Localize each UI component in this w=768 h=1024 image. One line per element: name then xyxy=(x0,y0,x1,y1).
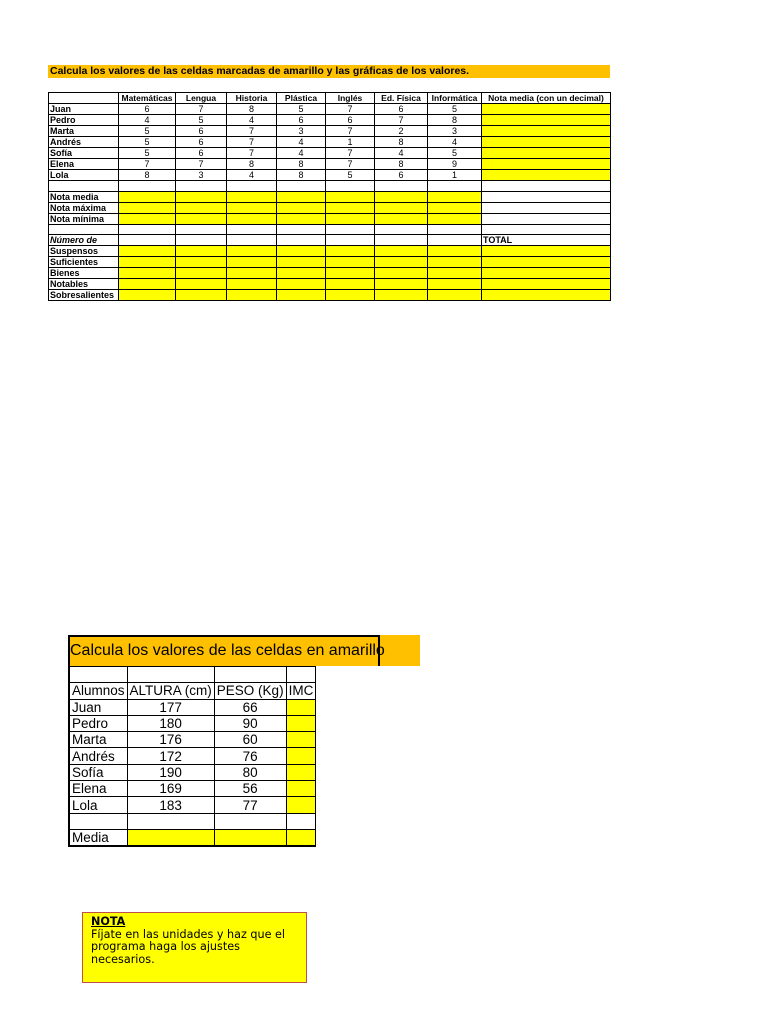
empty-cell xyxy=(127,813,214,829)
imc-table xyxy=(68,666,316,847)
stats-input-cell[interactable] xyxy=(227,213,277,224)
count-input-cell[interactable] xyxy=(119,257,176,268)
grade-cell: 8 xyxy=(375,137,428,148)
subject-header: Historia xyxy=(227,93,277,104)
student-name: Sofía xyxy=(69,764,127,780)
grade-cell: 6 xyxy=(277,115,326,126)
grade-cell: 4 xyxy=(375,148,428,159)
count-input-cell[interactable] xyxy=(277,279,326,290)
stats-label: Nota mínima xyxy=(49,213,119,224)
grade-cell: 4 xyxy=(277,137,326,148)
empty-cell xyxy=(227,181,277,192)
count-input-cell[interactable] xyxy=(375,290,428,301)
subject-header: Ed. Física xyxy=(375,93,428,104)
student-name: Marta xyxy=(49,126,119,137)
grade-cell: 7 xyxy=(119,159,176,170)
height-cell: 169 xyxy=(127,781,214,797)
count-input-cell[interactable] xyxy=(482,268,611,279)
grade-cell: 9 xyxy=(428,159,482,170)
student-name: Elena xyxy=(69,781,127,797)
student-row xyxy=(69,748,316,764)
student-row xyxy=(49,115,611,126)
average-input-cell[interactable] xyxy=(482,170,611,181)
grade-cell: 8 xyxy=(227,104,277,115)
grade-cell: 3 xyxy=(176,170,227,181)
count-input-cell[interactable] xyxy=(119,290,176,301)
subject-header: Plástica xyxy=(277,93,326,104)
count-input-cell[interactable] xyxy=(277,268,326,279)
empty-cell xyxy=(277,235,326,246)
grade-cell: 6 xyxy=(119,104,176,115)
grade-cell: 7 xyxy=(227,126,277,137)
column-header: PESO (Kg) xyxy=(214,683,286,699)
count-row-label: Bienes xyxy=(49,268,119,279)
column-header: ALTURA (cm) xyxy=(127,683,214,699)
empty-cell xyxy=(482,191,611,202)
student-row xyxy=(69,732,316,748)
average-input-cell[interactable] xyxy=(482,104,611,115)
grade-cell: 6 xyxy=(326,115,375,126)
empty-cell xyxy=(227,235,277,246)
empty-row xyxy=(49,224,611,235)
empty-cell xyxy=(176,181,227,192)
student-row xyxy=(69,715,316,731)
average-input-cell[interactable] xyxy=(127,829,214,846)
count-input-cell[interactable] xyxy=(428,246,482,257)
empty-cell xyxy=(326,235,375,246)
count-row xyxy=(49,279,611,290)
empty-row xyxy=(69,667,316,683)
empty-row xyxy=(69,813,316,829)
grades-title: Calcula los valores de las celdas marcadas de amarillo y las gráficas de los valores. xyxy=(48,65,610,78)
imc-input-cell[interactable] xyxy=(286,732,316,748)
average-input-cell[interactable] xyxy=(482,137,611,148)
count-input-cell[interactable] xyxy=(326,279,375,290)
count-input-cell[interactable] xyxy=(227,257,277,268)
empty-cell xyxy=(176,224,227,235)
stats-input-cell[interactable] xyxy=(119,191,176,202)
count-input-cell[interactable] xyxy=(428,290,482,301)
imc-input-cell[interactable] xyxy=(286,764,316,780)
weight-cell: 90 xyxy=(214,715,286,731)
stats-row xyxy=(49,191,611,202)
empty-cell xyxy=(214,667,286,683)
stats-input-cell[interactable] xyxy=(176,213,227,224)
imc-input-cell[interactable] xyxy=(286,699,316,715)
stats-input-cell[interactable] xyxy=(227,202,277,213)
grade-cell: 5 xyxy=(119,148,176,159)
count-input-cell[interactable] xyxy=(277,246,326,257)
stats-row xyxy=(49,213,611,224)
stats-row xyxy=(49,202,611,213)
student-name: Sofía xyxy=(49,148,119,159)
student-row xyxy=(69,781,316,797)
grade-cell: 5 xyxy=(119,126,176,137)
grade-cell: 8 xyxy=(375,159,428,170)
count-input-cell[interactable] xyxy=(176,257,227,268)
student-name: Lola xyxy=(49,170,119,181)
weight-cell: 66 xyxy=(214,699,286,715)
empty-cell xyxy=(119,224,176,235)
height-cell: 176 xyxy=(127,732,214,748)
height-cell: 177 xyxy=(127,699,214,715)
subject-header: Matemáticas xyxy=(119,93,176,104)
student-name: Pedro xyxy=(49,115,119,126)
average-input-cell[interactable] xyxy=(214,829,286,846)
grade-cell: 7 xyxy=(326,148,375,159)
height-cell: 190 xyxy=(127,764,214,780)
count-input-cell[interactable] xyxy=(326,290,375,301)
count-input-cell[interactable] xyxy=(227,246,277,257)
empty-cell xyxy=(69,667,127,683)
weight-cell: 80 xyxy=(214,764,286,780)
empty-cell xyxy=(176,235,227,246)
count-input-cell[interactable] xyxy=(277,257,326,268)
grade-cell: 7 xyxy=(326,104,375,115)
average-row xyxy=(69,829,316,846)
count-input-cell[interactable] xyxy=(176,279,227,290)
grade-cell: 5 xyxy=(119,137,176,148)
empty-cell xyxy=(326,181,375,192)
empty-cell xyxy=(49,224,119,235)
grade-cell: 7 xyxy=(375,115,428,126)
grade-cell: 5 xyxy=(277,104,326,115)
count-input-cell[interactable] xyxy=(326,268,375,279)
student-row xyxy=(49,126,611,137)
student-name: Juan xyxy=(69,699,127,715)
stats-input-cell[interactable] xyxy=(375,191,428,202)
count-input-cell[interactable] xyxy=(375,268,428,279)
count-row-label: Suspensos xyxy=(49,246,119,257)
student-row xyxy=(49,137,611,148)
student-row xyxy=(49,148,611,159)
column-header: Alumnos xyxy=(69,683,127,699)
empty-cell xyxy=(482,213,611,224)
grade-cell: 6 xyxy=(375,104,428,115)
empty-cell xyxy=(286,667,316,683)
imc-title: Calcula los valores de las celdas en amarillo xyxy=(68,635,420,666)
student-row xyxy=(49,104,611,115)
count-input-cell[interactable] xyxy=(277,290,326,301)
empty-cell xyxy=(214,813,286,829)
subject-header: Lengua xyxy=(176,93,227,104)
total-label: TOTAL xyxy=(482,235,611,246)
student-row xyxy=(49,159,611,170)
stats-input-cell[interactable] xyxy=(176,191,227,202)
stats-input-cell[interactable] xyxy=(428,213,482,224)
student-name: Juan xyxy=(49,104,119,115)
count-row xyxy=(49,246,611,257)
count-input-cell[interactable] xyxy=(326,257,375,268)
stats-input-cell[interactable] xyxy=(119,213,176,224)
stats-label: Nota media xyxy=(49,191,119,202)
empty-cell xyxy=(428,224,482,235)
imc-input-cell[interactable] xyxy=(286,781,316,797)
grade-cell: 4 xyxy=(227,170,277,181)
grade-cell: 4 xyxy=(119,115,176,126)
column-header: IMC xyxy=(286,683,316,699)
grade-cell: 4 xyxy=(428,137,482,148)
grade-cell: 3 xyxy=(428,126,482,137)
weight-cell: 60 xyxy=(214,732,286,748)
student-name: Lola xyxy=(69,797,127,813)
student-name: Pedro xyxy=(69,715,127,731)
grade-cell: 8 xyxy=(227,159,277,170)
stats-input-cell[interactable] xyxy=(176,202,227,213)
average-input-cell[interactable] xyxy=(482,159,611,170)
count-row-label: Sobresalientes xyxy=(49,290,119,301)
subject-header: Inglés xyxy=(326,93,375,104)
stats-input-cell[interactable] xyxy=(119,202,176,213)
grade-cell: 6 xyxy=(375,170,428,181)
stats-input-cell[interactable] xyxy=(277,202,326,213)
count-label: Número de xyxy=(49,235,119,246)
grade-cell: 5 xyxy=(428,104,482,115)
empty-cell xyxy=(227,224,277,235)
grade-cell: 5 xyxy=(326,170,375,181)
student-row xyxy=(49,170,611,181)
grade-cell: 3 xyxy=(277,126,326,137)
empty-cell xyxy=(326,224,375,235)
grade-cell: 8 xyxy=(277,159,326,170)
student-row xyxy=(69,797,316,813)
empty-row xyxy=(49,181,611,192)
stats-input-cell[interactable] xyxy=(428,202,482,213)
count-row xyxy=(49,290,611,301)
empty-cell xyxy=(69,813,127,829)
grade-cell: 8 xyxy=(119,170,176,181)
weight-cell: 77 xyxy=(214,797,286,813)
stats-input-cell[interactable] xyxy=(326,213,375,224)
grade-cell: 6 xyxy=(176,148,227,159)
average-input-cell[interactable] xyxy=(482,148,611,159)
empty-cell xyxy=(375,235,428,246)
empty-cell xyxy=(482,224,611,235)
count-row xyxy=(49,268,611,279)
average-header: Nota media (con un decimal) xyxy=(482,93,611,104)
empty-cell xyxy=(482,202,611,213)
grade-cell: 1 xyxy=(428,170,482,181)
grade-cell: 7 xyxy=(176,104,227,115)
student-name: Andrés xyxy=(69,748,127,764)
empty-cell xyxy=(428,181,482,192)
weight-cell: 76 xyxy=(214,748,286,764)
header-row xyxy=(69,683,316,699)
grade-cell: 1 xyxy=(326,137,375,148)
count-input-cell[interactable] xyxy=(227,279,277,290)
note-title: NOTA xyxy=(91,915,126,928)
stats-input-cell[interactable] xyxy=(326,191,375,202)
note-line: programa haga los ajustes xyxy=(91,940,240,953)
empty-cell xyxy=(286,813,316,829)
average-input-cell[interactable] xyxy=(482,126,611,137)
empty-cell xyxy=(375,224,428,235)
student-row xyxy=(69,699,316,715)
count-header-row xyxy=(49,235,611,246)
note-line: Fíjate en las unidades y haz que el xyxy=(91,927,286,941)
count-input-cell[interactable] xyxy=(119,279,176,290)
grade-cell: 4 xyxy=(277,148,326,159)
subject-header: Informática xyxy=(428,93,482,104)
student-name: Andrés xyxy=(49,137,119,148)
grade-cell: 6 xyxy=(176,137,227,148)
stats-input-cell[interactable] xyxy=(277,213,326,224)
empty-cell xyxy=(119,181,176,192)
count-input-cell[interactable] xyxy=(482,290,611,301)
grade-cell: 2 xyxy=(375,126,428,137)
count-input-cell[interactable] xyxy=(428,279,482,290)
grade-cell: 8 xyxy=(277,170,326,181)
count-input-cell[interactable] xyxy=(176,290,227,301)
stats-input-cell[interactable] xyxy=(375,213,428,224)
average-label: Media xyxy=(69,829,127,846)
count-input-cell[interactable] xyxy=(119,268,176,279)
height-cell: 172 xyxy=(127,748,214,764)
student-name: Marta xyxy=(69,732,127,748)
grade-cell: 8 xyxy=(428,115,482,126)
stats-input-cell[interactable] xyxy=(326,202,375,213)
stats-input-cell[interactable] xyxy=(428,191,482,202)
student-row xyxy=(69,764,316,780)
empty-cell xyxy=(119,235,176,246)
empty-cell xyxy=(277,181,326,192)
stats-input-cell[interactable] xyxy=(227,191,277,202)
empty-cell xyxy=(375,181,428,192)
grade-cell: 6 xyxy=(176,126,227,137)
grade-cell: 7 xyxy=(326,126,375,137)
count-input-cell[interactable] xyxy=(375,257,428,268)
stats-input-cell[interactable] xyxy=(375,202,428,213)
grade-cell: 4 xyxy=(227,115,277,126)
count-row-label: Notables xyxy=(49,279,119,290)
grade-cell: 5 xyxy=(428,148,482,159)
count-input-cell[interactable] xyxy=(482,257,611,268)
imc-input-cell[interactable] xyxy=(286,715,316,731)
height-cell: 183 xyxy=(127,797,214,813)
height-cell: 180 xyxy=(127,715,214,731)
count-input-cell[interactable] xyxy=(428,257,482,268)
count-input-cell[interactable] xyxy=(482,246,611,257)
imc-input-cell[interactable] xyxy=(286,797,316,813)
count-row xyxy=(49,257,611,268)
note-box xyxy=(82,912,307,983)
count-input-cell[interactable] xyxy=(176,246,227,257)
count-input-cell[interactable] xyxy=(428,268,482,279)
header-row xyxy=(49,93,611,104)
empty-cell xyxy=(49,181,119,192)
grade-cell: 7 xyxy=(176,159,227,170)
grade-cell: 7 xyxy=(227,137,277,148)
grade-cell: 5 xyxy=(176,115,227,126)
imc-input-cell[interactable] xyxy=(286,748,316,764)
corner-cell xyxy=(49,93,119,104)
count-input-cell[interactable] xyxy=(176,268,227,279)
empty-cell xyxy=(277,224,326,235)
note-line: necesarios. xyxy=(91,952,155,966)
grades-table xyxy=(48,92,611,301)
average-input-cell[interactable] xyxy=(482,115,611,126)
count-row-label: Suficientes xyxy=(49,257,119,268)
count-input-cell[interactable] xyxy=(326,246,375,257)
count-input-cell[interactable] xyxy=(482,279,611,290)
count-input-cell[interactable] xyxy=(375,279,428,290)
count-input-cell[interactable] xyxy=(375,246,428,257)
student-name: Elena xyxy=(49,159,119,170)
count-input-cell[interactable] xyxy=(119,246,176,257)
empty-cell xyxy=(482,181,611,192)
empty-cell xyxy=(428,235,482,246)
empty-cell xyxy=(127,667,214,683)
stats-label: Nota máxima xyxy=(49,202,119,213)
count-input-cell[interactable] xyxy=(227,290,277,301)
weight-cell: 56 xyxy=(214,781,286,797)
grade-cell: 7 xyxy=(227,148,277,159)
count-input-cell[interactable] xyxy=(227,268,277,279)
grade-cell: 7 xyxy=(326,159,375,170)
average-input-cell[interactable] xyxy=(286,829,316,846)
stats-input-cell[interactable] xyxy=(277,191,326,202)
